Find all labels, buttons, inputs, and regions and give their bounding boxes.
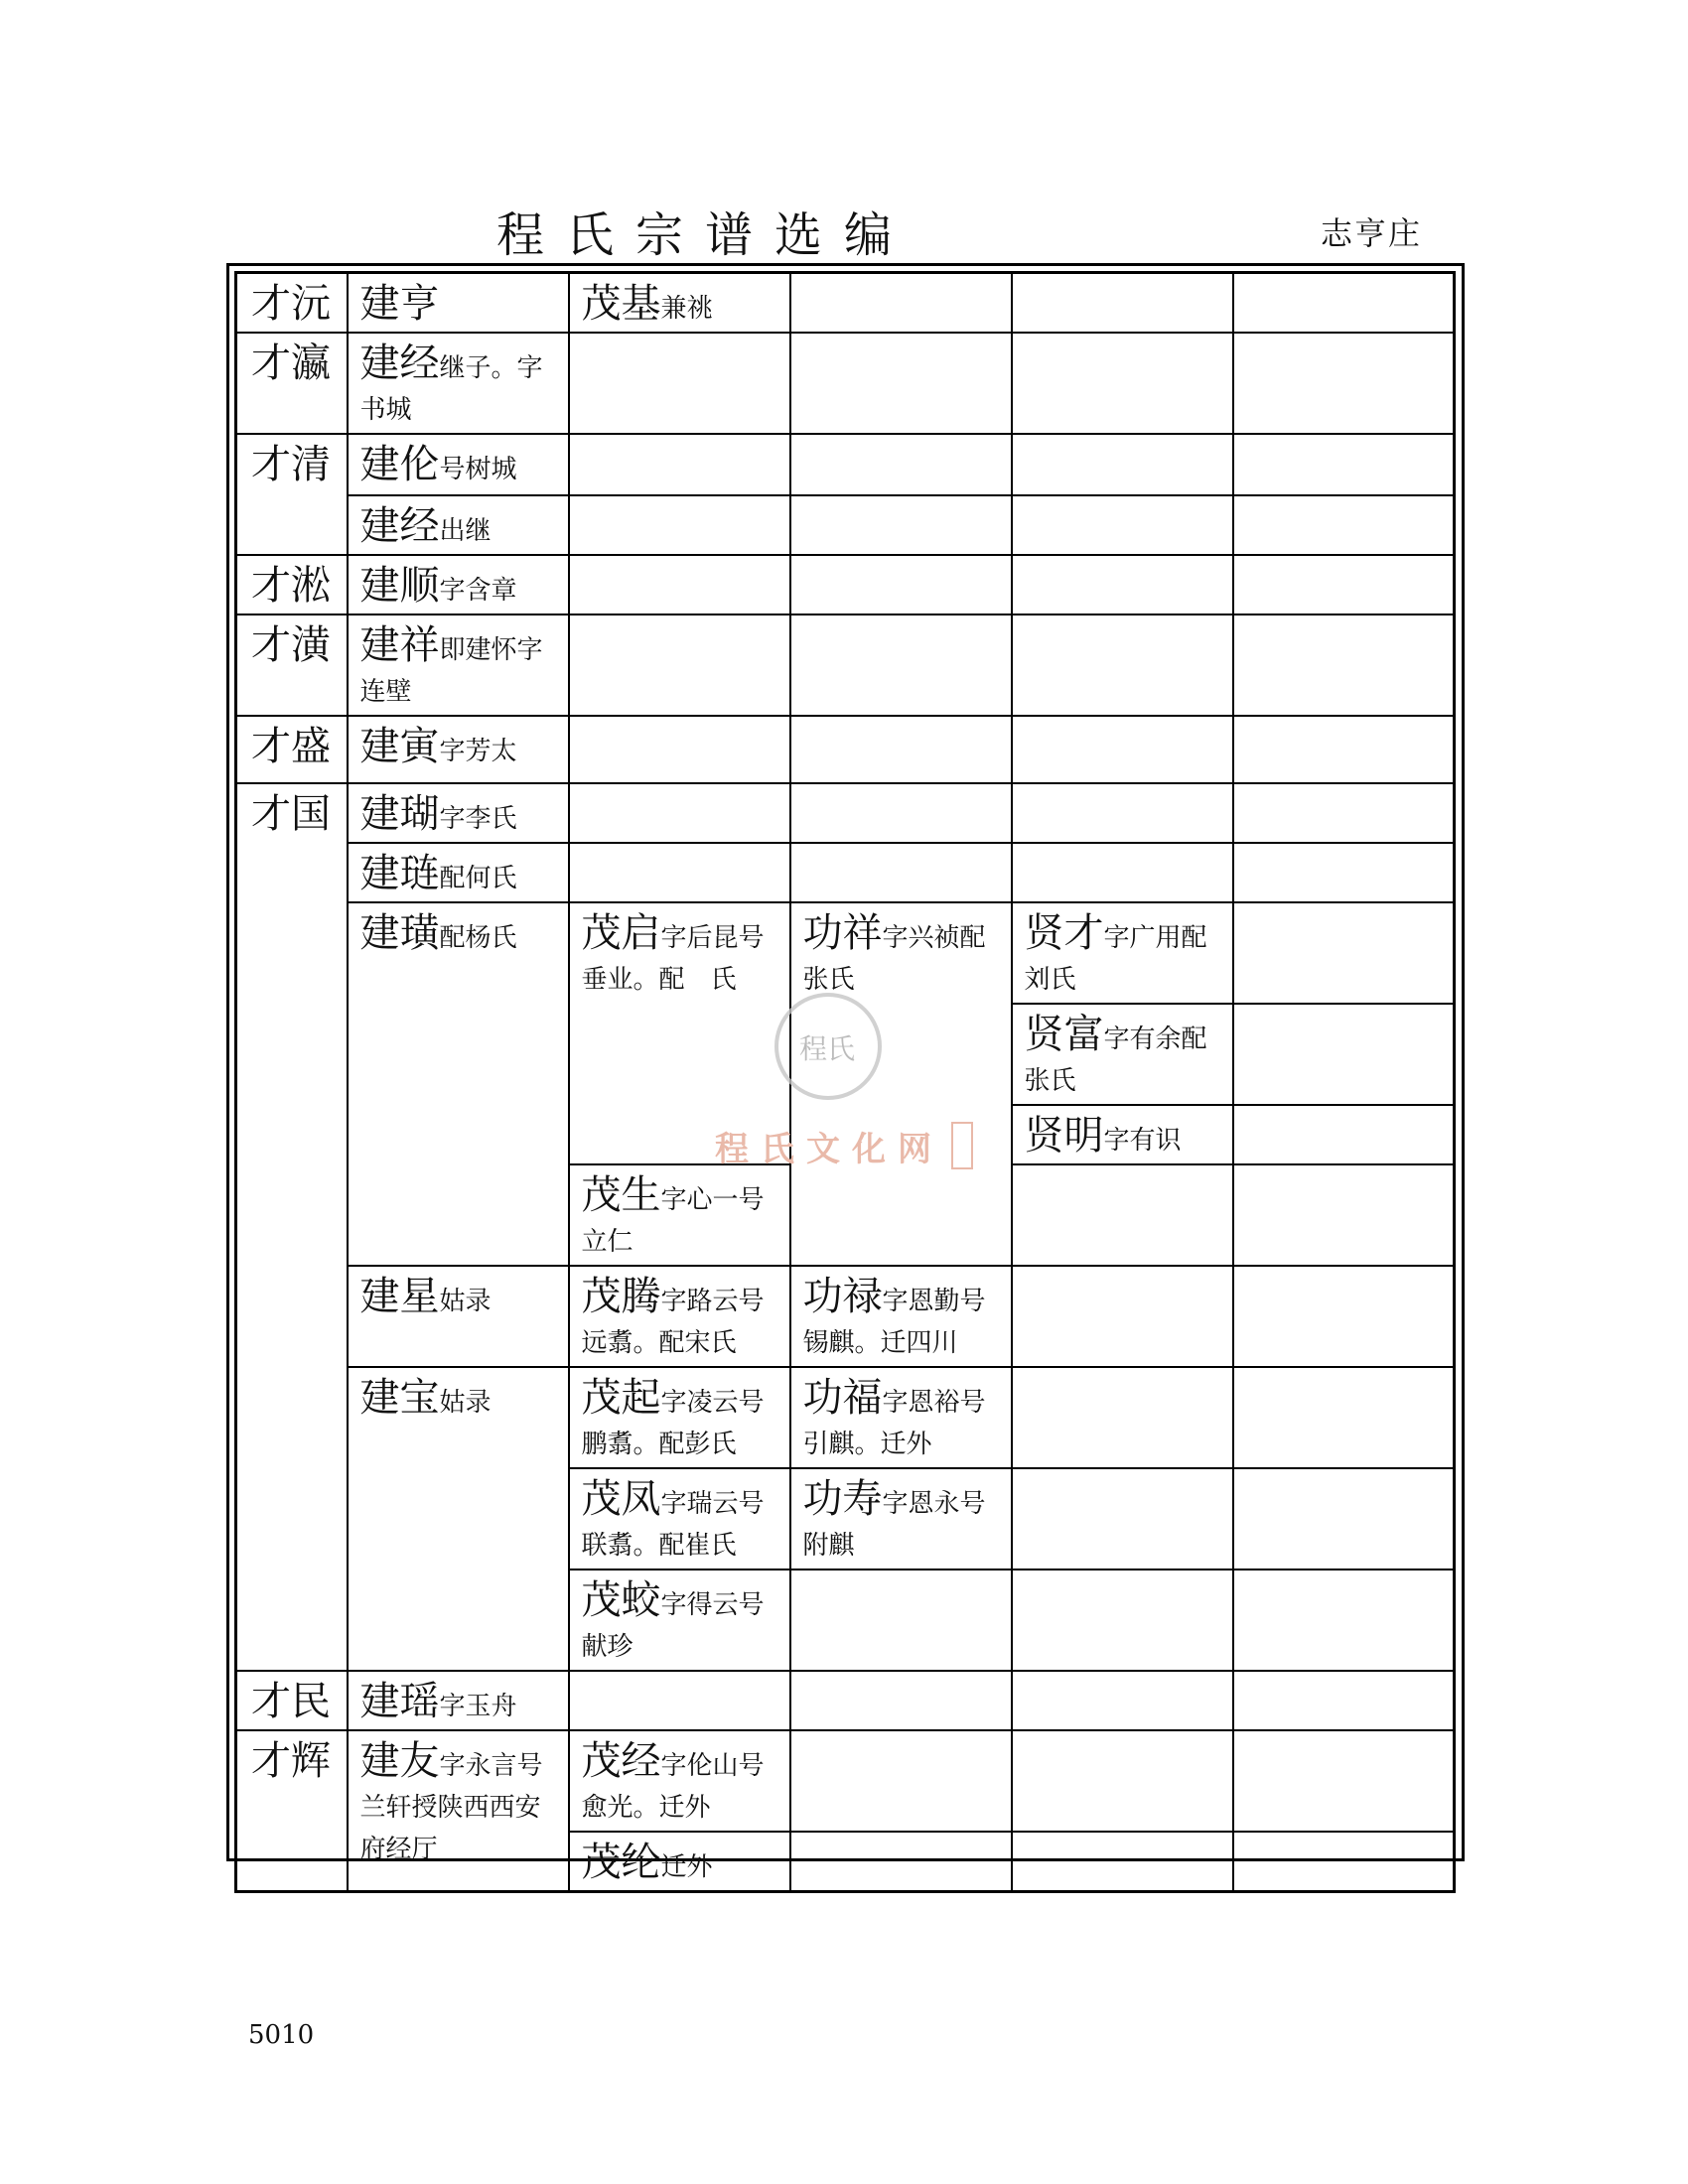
watermark-seal-text: 程氏 [799, 1032, 856, 1065]
table-row [236, 716, 1455, 783]
gen3-cell [569, 333, 790, 434]
person-note: 字玉舟 [439, 1692, 517, 1721]
person-name: 建顺 [359, 563, 440, 609]
gen6-cell [1233, 843, 1455, 902]
person-name: 建经 [359, 341, 440, 386]
gen4-cell [790, 1468, 1012, 1570]
gen3-cell [569, 1164, 790, 1266]
person-note: 出继 [439, 516, 492, 546]
gen6-cell [1233, 333, 1455, 434]
gen2-cell [348, 495, 569, 555]
person-name: 建经 [359, 503, 440, 549]
gen2-cell [348, 716, 569, 783]
gen4-cell [790, 555, 1012, 614]
gen3-cell [569, 843, 790, 902]
gen5-cell [1012, 1730, 1233, 1832]
gen3-cell [569, 783, 790, 843]
gen6-cell [1233, 1367, 1455, 1468]
person-name: 茂起 [581, 1375, 661, 1421]
person-note: 字瑞云号联翥。配崔氏 [581, 1489, 765, 1561]
gen6-cell [1233, 273, 1455, 334]
table-row [236, 1367, 1455, 1468]
gen5-cell [1012, 1671, 1233, 1730]
gen6-cell [1233, 1164, 1455, 1266]
gen4-cell [790, 716, 1012, 783]
gen5-cell [1012, 555, 1233, 614]
gen6-cell [1233, 1730, 1455, 1832]
person-note: 继子。字书城 [359, 353, 543, 425]
gen1-cell: 才民 [236, 1671, 348, 1730]
gen6-cell [1233, 716, 1455, 783]
person-note: 字芳太 [439, 737, 517, 766]
gen2-cell [348, 333, 569, 434]
gen2-cell [348, 434, 569, 495]
gen6-cell [1233, 1671, 1455, 1730]
gen2-cell [348, 843, 569, 902]
table-row [236, 614, 1455, 716]
person-note: 字伦山号愈光。迁外 [581, 1751, 765, 1823]
gen5-cell [1012, 1570, 1233, 1671]
table-row [236, 843, 1455, 902]
gen5-cell [1012, 1266, 1233, 1367]
person-note: 字恩永号附麒 [802, 1489, 986, 1561]
person-note: 配杨氏 [439, 923, 517, 953]
gen6-cell [1233, 495, 1455, 555]
gen5-cell [1012, 434, 1233, 495]
gen5-cell [1012, 495, 1233, 555]
gen6-cell [1233, 902, 1455, 1004]
gen6-cell [1233, 614, 1455, 716]
gen5-cell [1012, 1004, 1233, 1105]
gen5-cell [1012, 1105, 1233, 1164]
gen4-cell [790, 783, 1012, 843]
person-note: 字路云号远翥。配宋氏 [581, 1287, 765, 1358]
person-note: 兼祧 [660, 294, 713, 324]
gen4-cell [790, 434, 1012, 495]
gen6-cell [1233, 1570, 1455, 1671]
person-name: 茂生 [581, 1172, 661, 1218]
person-note: 即建怀字连壁 [359, 635, 543, 707]
gen3-cell [569, 434, 790, 495]
gen2-cell [348, 614, 569, 716]
person-name: 茂腾 [581, 1274, 661, 1319]
person-name: 建祥 [359, 622, 440, 668]
gen3-cell [569, 1730, 790, 1832]
table-row [236, 495, 1455, 555]
person-name: 功祥 [802, 910, 883, 956]
gen4-cell [790, 1730, 1012, 1832]
person-note: 字恩勤号锡麒。迁四川 [802, 1287, 986, 1358]
gen3-cell [569, 555, 790, 614]
person-note: 字心一号立仁 [581, 1185, 765, 1257]
watermark-text: 程氏文化网 [715, 1130, 943, 1169]
gen2-cell [348, 1671, 569, 1730]
person-note: 号树城 [439, 455, 517, 484]
gen2-cell [348, 1367, 569, 1671]
gen5-cell [1012, 1832, 1233, 1892]
person-name: 贤才 [1024, 910, 1104, 956]
gen3-cell [569, 614, 790, 716]
gen3-cell [569, 273, 790, 334]
gen6-cell [1233, 1105, 1455, 1164]
person-note: 字恩裕号引麒。迁外 [802, 1388, 986, 1459]
gen1-cell: 才瀛 [236, 333, 348, 434]
watermark-stamp [951, 1122, 973, 1169]
person-note: 字有识 [1103, 1126, 1182, 1156]
gen5-cell [1012, 1164, 1233, 1266]
gen3-cell [569, 495, 790, 555]
table-row [236, 902, 1455, 1004]
person-note: 配何氏 [439, 864, 517, 893]
gen1-cell: 才沅 [236, 273, 348, 334]
table-row [236, 1671, 1455, 1730]
gen3-cell [569, 1671, 790, 1730]
gen5-cell [1012, 716, 1233, 783]
person-name: 建伦 [359, 442, 440, 487]
person-name: 茂经 [581, 1738, 661, 1784]
gen5-cell [1012, 843, 1233, 902]
person-name: 功禄 [802, 1274, 883, 1319]
gen4-cell [790, 1832, 1012, 1892]
gen1-cell: 才潢 [236, 614, 348, 716]
gen3-cell [569, 1266, 790, 1367]
gen1-cell: 才盛 [236, 716, 348, 783]
person-note: 姑录 [439, 1388, 492, 1418]
person-name: 建寅 [359, 724, 440, 769]
gen1-cell: 才辉 [236, 1730, 348, 1892]
person-name: 建瑚 [359, 791, 440, 837]
person-name: 贤明 [1024, 1113, 1104, 1159]
gen6-cell [1233, 783, 1455, 843]
page-number: 5010 [248, 2020, 315, 2050]
person-note: 字含章 [439, 576, 517, 606]
person-name: 建璜 [359, 910, 440, 956]
page-title: 程氏宗谱选编 [495, 207, 914, 263]
table-row [236, 273, 1455, 334]
person-name: 建琏 [359, 851, 440, 896]
person-name: 茂基 [581, 281, 661, 327]
gen3-cell [569, 1832, 790, 1892]
gen6-cell [1233, 1004, 1455, 1105]
gen5-cell [1012, 1468, 1233, 1570]
gen5-cell [1012, 333, 1233, 434]
gen6-cell [1233, 555, 1455, 614]
gen6-cell [1233, 1266, 1455, 1367]
gen6-cell [1233, 1468, 1455, 1570]
gen3-cell [569, 1570, 790, 1671]
gen5-cell [1012, 1367, 1233, 1468]
gen1-cell: 才国 [236, 783, 348, 1671]
person-note: 字李氏 [439, 804, 517, 834]
gen3-cell [569, 1468, 790, 1570]
person-note: 字兴祯配张氏 [802, 923, 986, 995]
gen5-cell [1012, 614, 1233, 716]
person-note: 字永言号兰轩授陕西西安府经厅 [359, 1751, 543, 1864]
person-name: 建亨 [359, 281, 440, 327]
gen3-cell [569, 716, 790, 783]
table-row [236, 555, 1455, 614]
gen5-cell [1012, 273, 1233, 334]
person-note: 姑录 [439, 1287, 492, 1316]
table-row [236, 1730, 1455, 1832]
gen4-cell [790, 1367, 1012, 1468]
person-name: 功福 [802, 1375, 883, 1421]
person-note: 字后昆号垂业。配 氏 [581, 923, 765, 995]
gen4-cell [790, 333, 1012, 434]
person-note: 迁外 [660, 1852, 713, 1882]
gen3-cell [569, 1367, 790, 1468]
gen2-cell [348, 902, 569, 1266]
gen2-cell [348, 555, 569, 614]
person-name: 茂启 [581, 910, 661, 956]
table-row [236, 333, 1455, 434]
person-name: 建友 [359, 1738, 440, 1784]
gen2-cell [348, 1730, 569, 1892]
gen5-cell [1012, 902, 1233, 1004]
gen2-cell [348, 783, 569, 843]
person-name: 茂蛟 [581, 1577, 661, 1623]
person-note: 字得云号献珍 [581, 1590, 765, 1662]
gen2-cell [348, 1266, 569, 1367]
person-name: 建宝 [359, 1375, 440, 1421]
gen4-cell [790, 1671, 1012, 1730]
table-row [236, 434, 1455, 495]
person-note: 字凌云号鹏翥。配彭氏 [581, 1388, 765, 1459]
person-name: 贤富 [1024, 1012, 1104, 1057]
gen4-cell [790, 273, 1012, 334]
person-name: 建星 [359, 1274, 440, 1319]
person-name: 茂纶 [581, 1840, 661, 1885]
gen6-cell [1233, 1832, 1455, 1892]
gen6-cell [1233, 434, 1455, 495]
gen1-cell: 才淞 [236, 555, 348, 614]
gen2-cell [348, 273, 569, 334]
gen4-cell [790, 1570, 1012, 1671]
person-name: 功寿 [802, 1476, 883, 1522]
gen1-cell: 才清 [236, 434, 348, 555]
person-note: 字有余配张氏 [1024, 1024, 1207, 1096]
person-note: 字广用配刘氏 [1024, 923, 1207, 995]
gen4-cell [790, 495, 1012, 555]
gen4-cell [790, 843, 1012, 902]
person-name: 建瑶 [359, 1679, 440, 1724]
table-row [236, 1266, 1455, 1367]
gen5-cell [1012, 783, 1233, 843]
person-name: 茂凤 [581, 1476, 661, 1522]
place-name: 志亨庄 [1321, 214, 1423, 252]
gen4-cell [790, 1266, 1012, 1367]
table-row [236, 783, 1455, 843]
gen4-cell [790, 614, 1012, 716]
